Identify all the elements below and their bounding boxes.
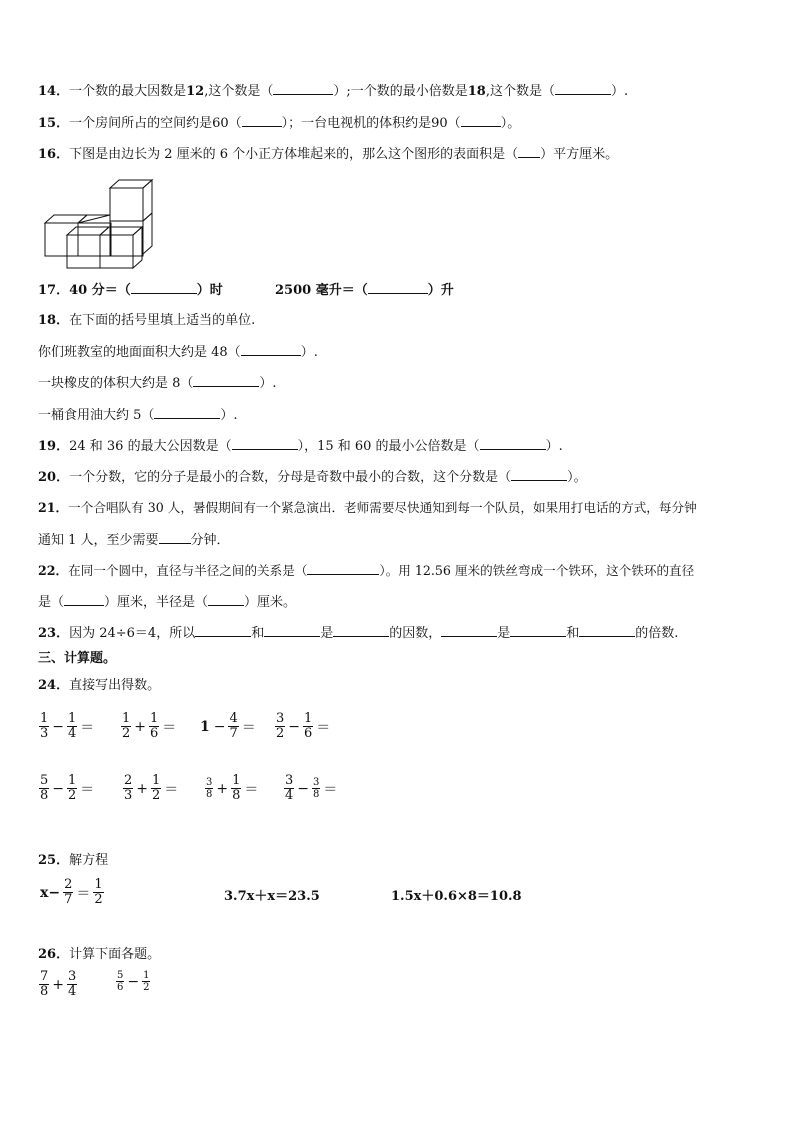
question-18-title: 18．在下面的括号里填上适当的单位. [38,313,256,328]
answer-blank[interactable] [579,624,635,637]
question-22-line-2: 是（ ）厘米，半径是（ ）厘米。 [38,595,297,610]
question-18-line-3: 一桶食用油大约 5（ ）. [38,408,238,423]
question-23: 23．因为 24÷6＝4，所以 和 是 的因数， 是 和 的倍数. [38,626,679,641]
answer-blank[interactable] [195,624,251,637]
answer-blank[interactable] [193,374,259,387]
answer-blank[interactable] [368,281,428,294]
question-18-line-1: 你们班教室的地面面积大约是 48（ ）. [38,345,318,360]
answer-blank[interactable] [159,531,191,544]
calc-expression: $\frac{5}{6}$ − $\frac{1}{2}$ [117,970,150,993]
question-21: 21．一个合唱队有 30 人，暑假期间有一个紧急演出．老师需要尽快通知到每一个队员，如果用打电话的方式，每分钟 [38,500,697,515]
cube-top [110,180,152,188]
calc-expression: $\frac{2}{3}$ + $\frac{1}{2}$ ＝ [124,773,179,803]
answer-blank[interactable] [154,406,220,419]
question-18-line-2: 一块橡皮的体积大约是 8（ ）. [38,376,277,391]
calc-expression: $\frac{1}{2}$ + $\frac{1}{6}$ ＝ [122,711,177,741]
cube-face [110,188,143,221]
answer-blank[interactable] [511,468,567,481]
equation-2: 3.7x＋x＝23.5 [224,889,320,904]
answer-blank[interactable] [555,82,611,95]
question-26-title: 26．计算下面各题。 [38,947,161,962]
answer-blank[interactable] [208,593,244,606]
question-24-title: 24．直接写出得数。 [38,678,161,693]
calc-expression: $\frac{7}{8}$ + $\frac{3}{4}$ [40,969,77,999]
calc-expression: 1 − $\frac{4}{7}$ ＝ [200,711,256,741]
question-25-title: 25．解方程 [38,853,109,868]
calc-expression: $\frac{3}{2}$ − $\frac{1}{6}$ ＝ [276,711,331,741]
question-20: 20．一个分数，它的分子是最小的合数，分母是奇数中最小的合数，这个分数是（ ）。 [38,470,587,485]
question-15: 15．一个房间所占的空间约是60（ ）；一台电视机的体积约是90（ ）。 [38,116,521,131]
equation-1: x− $\frac{2}{7}$ ＝ $\frac{1}{2}$ [40,877,103,907]
answer-blank[interactable] [242,114,282,127]
question-14: 14．一个数的最大因数是12,这个数是（ ）;一个数的最小倍数是18,这个数是（ ）. [38,84,629,99]
section-heading: 三、计算题。 [38,651,117,666]
calc-expression: $\frac{3}{8}$ + $\frac{1}{8}$ ＝ [206,773,259,803]
answer-blank[interactable] [307,562,379,575]
answer-blank[interactable] [510,624,566,637]
question-17: 17．40 分＝（ ）时 2500 毫升＝（ ）升 [38,283,454,298]
answer-blank[interactable] [518,145,540,158]
answer-blank[interactable] [441,624,497,637]
calc-expression: $\frac{5}{8}$ − $\frac{1}{2}$ ＝ [40,773,95,803]
answer-blank[interactable] [333,624,389,637]
question-19: 19．24 和 36 的最大公因数是（ ），15 和 60 的最小公倍数是（ ）. [38,439,563,454]
answer-blank[interactable] [273,82,333,95]
equation-3: 1.5x＋0.6×8＝10.8 [391,889,522,904]
answer-blank[interactable] [64,593,104,606]
calc-expression: $\frac{1}{3}$ − $\frac{1}{4}$ ＝ [40,711,95,741]
question-16: 16．下图是由边长为 2 厘米的 6 个小正方体堆起来的，那么这个图形的表面积是（ ）平方厘米。 [38,147,619,162]
question-number: 14． [38,84,70,99]
answer-blank[interactable] [241,343,301,356]
question-21-line-2: 通知 1 人，至少需要 分钟． [38,533,230,548]
answer-blank[interactable] [131,281,197,294]
calc-expression: $\frac{3}{4}$ − $\frac{3}{8}$ ＝ [285,773,338,803]
answer-blank[interactable] [480,437,546,450]
answer-blank[interactable] [461,114,501,127]
question-22: 22．在同一个圆中，直径与半径之间的关系是（ ）。用 12.56 厘米的铁丝弯成一个铁环，这个铁环的直径 [38,563,695,578]
answer-blank[interactable] [264,624,320,637]
answer-blank[interactable] [232,437,298,450]
cube-stack-figure [42,178,166,272]
